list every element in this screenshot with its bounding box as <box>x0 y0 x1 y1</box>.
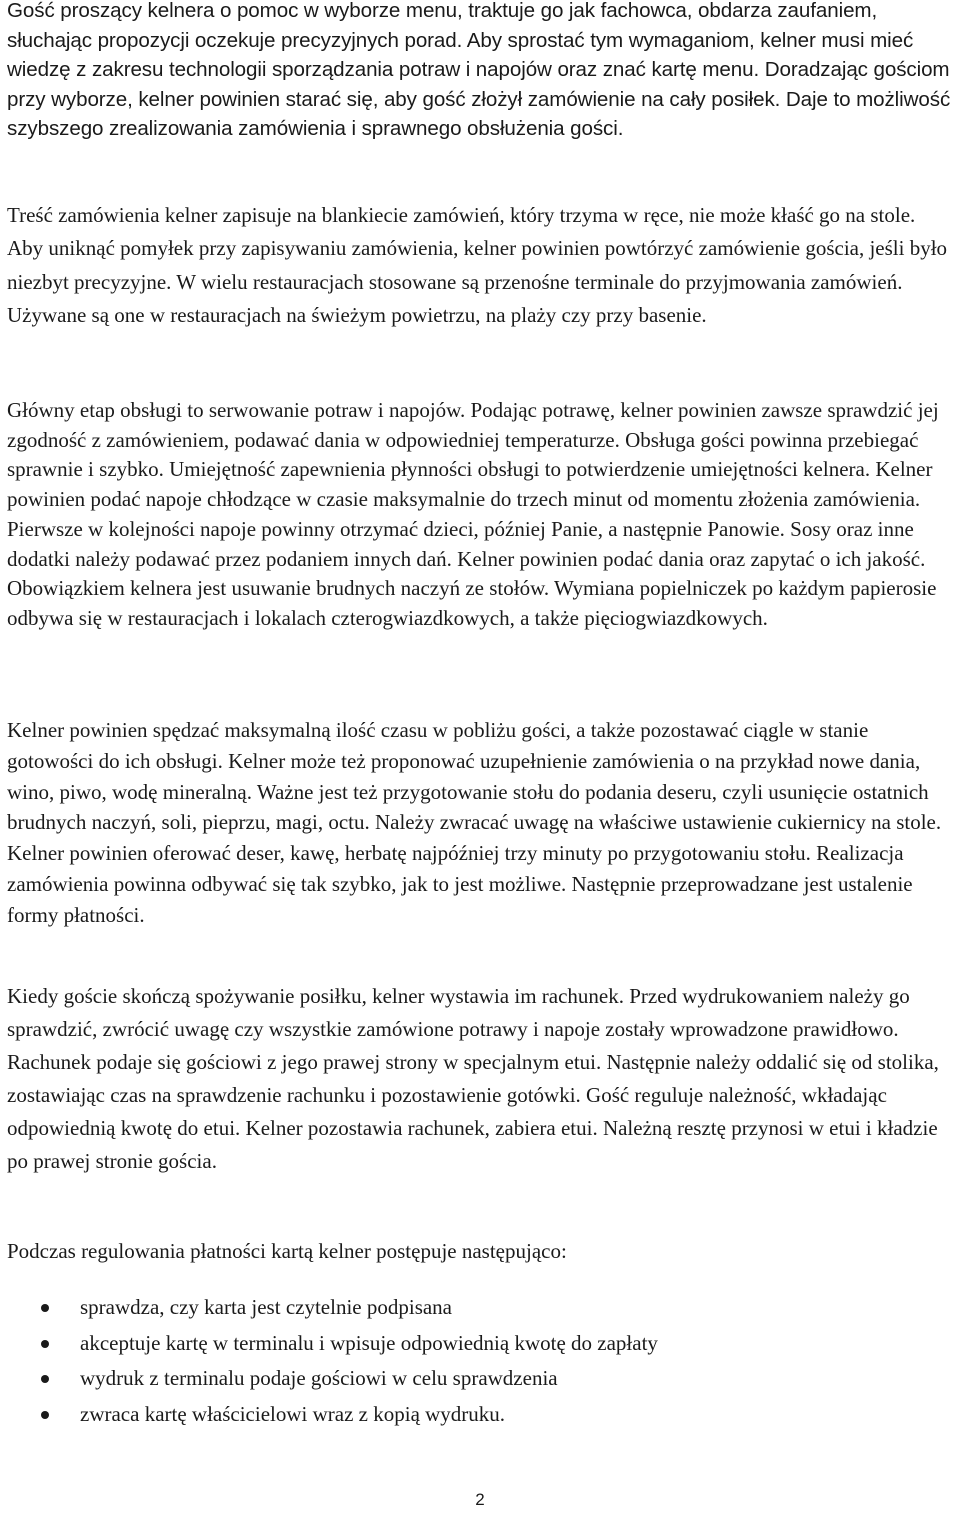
bullet-icon <box>41 1304 49 1312</box>
paragraph-card-payment-intro: Podczas regulowania płatności kartą kelner postępuje następująco: <box>7 1239 567 1263</box>
list-item-text: zwraca kartę właścicielowi wraz z kopią wydruku. <box>80 1402 506 1427</box>
paragraph-order-taking: Treść zamówienia kelner zapisuje na blankiecie zamówień, który trzyma w ręce, nie może kłaść go na stole. Aby uniknąć pomyłek przy zapisywaniu zamówienia, kelner powinien powtórzyć zamówienie gościa, jeśli było niezbyt precyzyjne. W wielu restauracjach stosowane są przenośne terminale do przyjmowania zamówień. Używane są one w restauracjach na świeżym powietrzu, na plaży czy przy basenie. <box>7 203 948 327</box>
paragraph-bill: Kiedy goście skończą spożywanie posiłku, kelner wystawia im rachunek. Przed wydrukowaniem należy go sprawdzić, zwrócić uwagę czy wszystkie zamówione potrawy i napoje zostały wprowadzone prawidłowo. Rachunek podaje się gościowi z jego prawej strony w specjalnym etui. Następnie należy oddalić się od stolika, zostawiając czas na sprawdzenie rachunku i pozostawienie gotówki. Gość reguluje należność, wkładając odpowiednią kwotę do etui. Kelner pozostawia rachunek, zabiera etui. Należną resztę przynosi w etui i kładzie po prawej stronie gościa. <box>7 984 939 1173</box>
paragraph-menu-advice: Gość proszący kelnera o pomoc w wyborze menu, traktuje go jak fachowca, obdarza zaufaniem, słuchając propozycji oczekuje precyzyjnych porad. Aby sprostać tym wymaganiom, kelner musi mieć wiedzę z zakresu technologii sporządzania potraw i napojów oraz znać kartę menu. Doradzając gościom przy wyborze, kelner powinien starać się, aby gość złożył zamówienie na cały posiłek. Daje to możliwość szybszego zrealizowania zamówienia i sprawnego obsłużenia gości. <box>7 0 951 141</box>
bullet-icon <box>41 1411 49 1419</box>
list-item-text: sprawdza, czy karta jest czytelnie podpisana <box>80 1295 453 1319</box>
page-number: 2 <box>475 1490 485 1509</box>
list-item <box>7 1290 952 1326</box>
list-item <box>7 1326 952 1362</box>
paragraph-attentiveness: Kelner powinien spędzać maksymalną ilość czasu w pobliżu gości, a także pozostawać ciągle w stanie gotowości do ich obsługi. Kelner może też proponować uzupełnienie zamówienia o na przykład nowe dania, wino, piwo, wodę mineralną. Ważne jest też przygotowanie stołu do podania deseru, czyli usunięcie ostatnich brudnych naczyń, soli, pieprzu, magi, octu. Należy zwracać uwagę na właściwe ustawienie cukiernicy na stole. Kelner powinien oferować deser, kawę, herbatę najpóźniej trzy minuty po przygotowaniu stołu. Realizacja zamówienia powinna odbywać się tak szybko, jak to jest możliwe. Następnie przeprowadzane jest ustalenie formy płatności. <box>7 718 942 927</box>
paragraph-serving: Główny etap obsługi to serwowanie potraw i napojów. Podając potrawę, kelner powinien zawsze sprawdzić jej zgodność z zamówieniem, podawać dania w odpowiedniej temperaturze. Obsługa gości powinna przebiegać sprawnie i szybko. Umiejętność zapewnienia płynności obsługi to potwierdzenie umiejętności kelnera. Kelner powinien podać napoje chłodzące w czasie maksymalnie do trzech minut od momentu złożenia zamówienia. Pierwsze w kolejności napoje powinny otrzymać dzieci, później Panie, a następnie Panowie. Sosy oraz inne dodatki należy podawać przez podaniem innych dań. Kelner powinien podać dania oraz zapytać o ich jakość. Obowiązkiem kelnera jest usuwanie brudnych naczyń ze stołów. Wymiana popielniczek po każdym papierosie odbywa się w restauracjach i lokalach czterogwiazdkowych, a także pięciogwiazdkowych. <box>7 398 939 630</box>
list-item-text: akceptuje kartę w terminalu i wpisuje odpowiednią kwotę do zapłaty <box>80 1330 658 1355</box>
card-payment-steps-list <box>7 1290 952 1433</box>
list-item <box>7 1397 952 1433</box>
bullet-icon <box>41 1340 49 1348</box>
list-item-text: wydruk z terminalu podaje gościowi w celu sprawdzenia <box>80 1366 558 1391</box>
list-item <box>7 1361 952 1397</box>
bullet-icon <box>41 1375 49 1383</box>
